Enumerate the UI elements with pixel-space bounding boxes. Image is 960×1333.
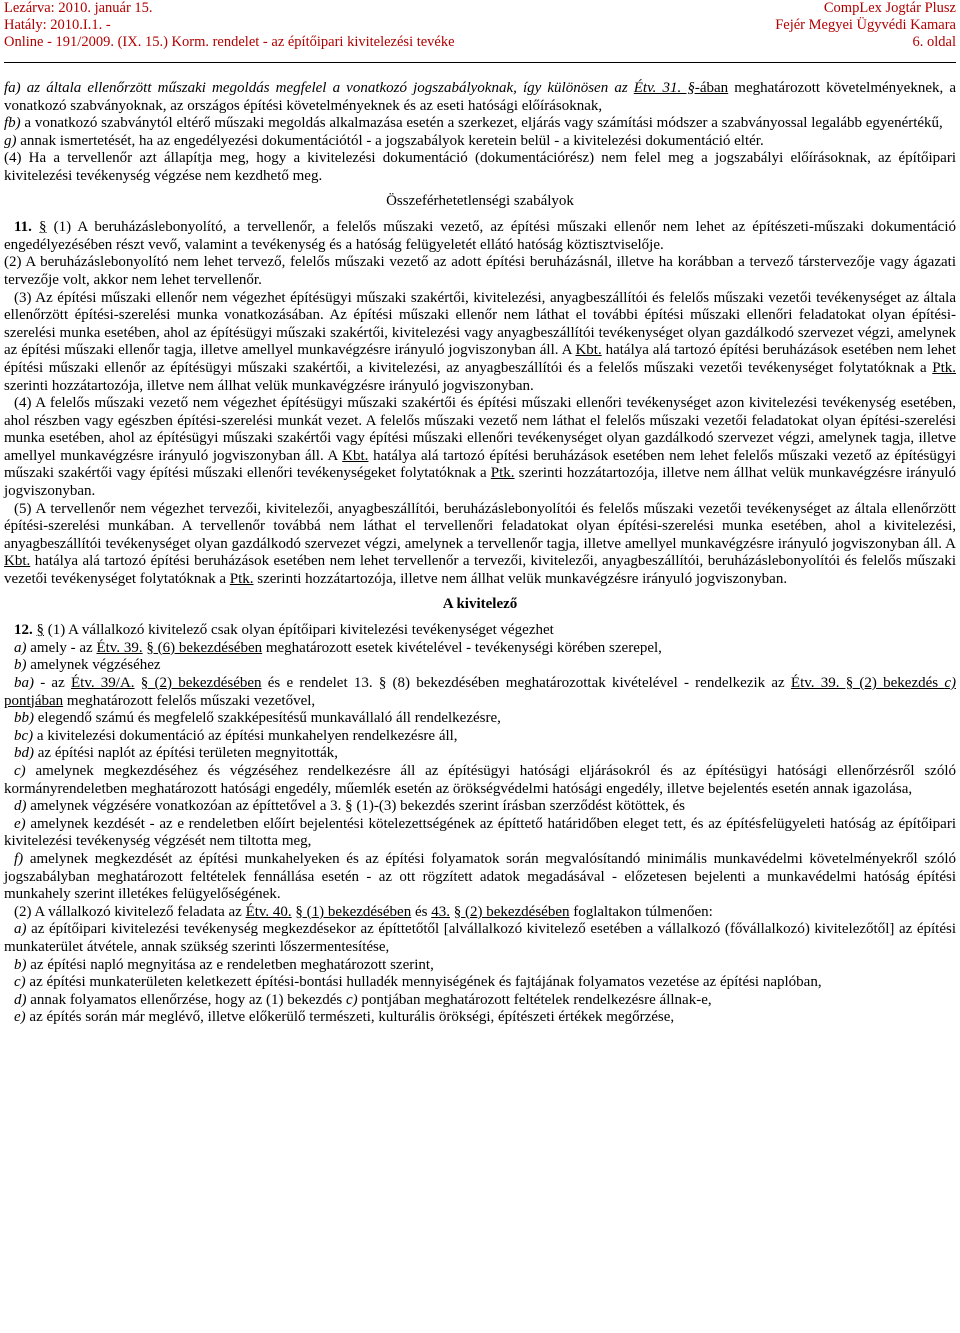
closing-date: Lezárva: 2010. január 15. [4, 0, 153, 16]
paragraph [4, 80, 956, 115]
paragraph [4, 150, 956, 185]
text-run: a vonatkozó szabványtól eltérő műszaki megoldás alkalmazása esetén a szerkezet, eljárás vagy számítási módszer a szabványossal legalább egyenértékű, [24, 115, 943, 132]
legal-reference-link[interactable]: c) [944, 675, 956, 691]
paragraph [4, 974, 956, 992]
text-run: c) [14, 974, 30, 991]
legal-reference-link[interactable]: Étv. 39. [96, 639, 143, 656]
paragraph [4, 657, 956, 675]
header-row-3 [4, 34, 956, 51]
text-run: ba) [14, 675, 41, 691]
legal-reference-link[interactable]: Étv. 39/A. [70, 675, 135, 691]
text-run: az építési munkaterületen keletkezett építési-bontási hulladék mennyiségének és fajtájának folyamatos vezetése az építési naplóban, [29, 974, 822, 991]
text-run: (5) A tervellenőr nem végezhet tervezői, kivitelezői, anyagbeszállítói, beruházáslebonyolítói és felelős műszaki vezetői tevékenységet az általa ellenőrzött építési-szerelési munkában. A tervellenőr továbbá nem láthat el tervellenőri feladatokat olyan építési-szerelési munka esetében, ahol a kivitelezési, anyagbeszállítói tevékenységet olyan gazdálkodó szervezet végzi, amelynek a tervellenőr tagja, illetve amellyel munkavégzésre irányuló jogviszonyban áll. A [4, 500, 956, 552]
header-row-1 [4, 0, 956, 17]
header-row-2 [4, 17, 956, 34]
text-run: a) [14, 921, 32, 938]
text-run: 11. [14, 219, 40, 236]
text-run: foglaltakon túlmenően: [569, 903, 713, 920]
text-run: hatálya alá tartozó építési beruházások esetében nem lehet építési műszaki ellenőr az építésügyi műszaki szakértői, a kivitelezési, az anyagbeszállítói és a felelős műszaki vezetői tevékenységet folytatóknak a [4, 342, 956, 376]
paragraph [4, 763, 956, 798]
legal-reference-link[interactable]: Kbt. [4, 553, 31, 570]
text-run: és e rendelet 13. § (8) bekezdésében meghatározottak kivételével - rendelkezik az [261, 675, 791, 691]
text-run: 12. [14, 622, 37, 639]
text-run: f) [14, 850, 30, 867]
text-run: e) [14, 1009, 30, 1026]
legal-reference-link[interactable]: Étv. 40. [245, 903, 292, 920]
text-run: meghatározott felelős műszaki vezetővel, [63, 692, 316, 709]
text-run: c) [345, 991, 358, 1008]
text-run: annak folyamatos ellenőrzése, hogy az (1) bekezdés [30, 991, 346, 1008]
document-body [4, 80, 956, 1027]
text-run: meghatározott esetek kivételével - tevékenységi körében szerepel, [262, 639, 662, 656]
text-run: bb) [14, 710, 38, 727]
text-run: d) [14, 798, 31, 815]
legal-reference-link[interactable]: Étv. 39. § (2) bekezdés [790, 675, 945, 691]
paragraph [4, 728, 956, 746]
document-title: Online - 191/2009. (IX. 15.) Korm. rendelet - az építőipari kivitelezési tevéke [4, 34, 455, 50]
text-run: (4) A felelős műszaki vezető nem végezhet építésügyi műszaki szakértői és építési műszaki ellenőri tevékenységet azon kivitelezési tevékenység esetében, ahol részben vagy egészben építési-szerelési munkát vezet. A felelős műszaki vezető nem láthat el felelős műszaki vezetői feladatokat olyan építési-szerelési munka esetében, ahol az építésügyi műszaki szakértői vagy építési műszaki ellenőri tevékenységet olyan gazdálkodó szervezet végzi, amelynek tagja, illetve amellyel munkavégzésre irányuló jogviszonyban áll. A [4, 395, 956, 464]
paragraph [4, 133, 956, 151]
text-run: pontjában meghatározott feltételek rendelkezésre állnak-e, [357, 991, 712, 1008]
paragraph [4, 904, 956, 922]
text-run: az általa ellenőrzött műszaki megoldás megfelel a vonatkozó jogszabályoknak, így különösen az [26, 80, 634, 96]
text-run: az építés során már meglévő, illetve előkerülő természeti, kulturális örökségi, építészeti értékek megőrzése, [29, 1009, 675, 1026]
paragraph [4, 992, 956, 1010]
text-run: bd) [14, 745, 38, 762]
text-run: b) [14, 956, 31, 973]
text-run: fb) [4, 115, 25, 132]
text-run: amelynek kezdését - az e rendeletben előírt bejelentési kötelezettségének az építtető határidőben eleget tett, és az építésfelügyeleti hatóság az építőipari kivitelezési tevékenység végzését nem tiltotta meg, [4, 815, 956, 850]
text-run: g) [4, 132, 21, 149]
paragraph [4, 921, 956, 956]
text-run: hatálya alá tartozó építési beruházások esetében nem lehet tervellenőr a tervezői, kivitelezői, anyagbeszállítói, beruházáslebonyolítói és felelős műszaki vezetői tevékenységet folytatóknak a [4, 553, 956, 588]
text-run: - az [40, 675, 71, 691]
text-run: az építési naplót az építési területen megnyitották, [37, 745, 339, 762]
page-number: 6. oldal [912, 34, 956, 50]
legal-reference-link[interactable]: Ptk. [229, 571, 254, 588]
text-run: amely - az [30, 639, 97, 656]
text-run: (2) A vállalkozó kivitelező feladata az [14, 903, 246, 920]
text-run: fa) [4, 80, 27, 96]
legal-reference-link[interactable]: § (6) bekezdésében [146, 639, 263, 656]
paragraph [4, 816, 956, 851]
legal-reference-link[interactable]: § (2) bekezdésében [453, 903, 570, 920]
text-run: amelynek megkezdését az építési munkahelyeken és az építési folyamatok során megvalósítandó minimális munkavédelmi követelményekről szóló jogszabályban meghatározott feltételek fennállása esetén - az ott rögzített adatok megadásával - előzetesen bejelenti a munkavédelmi hatóság építési munkahely szerint illetékes felügyelőségének. [4, 850, 956, 903]
text-run: d) [14, 991, 31, 1008]
legal-reference-link[interactable]: § (1) bekezdésében [295, 903, 412, 920]
legal-reference-link[interactable]: Étv. 31. § [633, 80, 695, 96]
paragraph [4, 622, 956, 640]
legal-reference-link[interactable]: Kbt. [342, 447, 369, 464]
legal-reference-link[interactable]: § [36, 622, 44, 639]
text-run: meghatározott követelményeknek, a vonatkozó szabványoknak, az országos építési követelményeknek és az eseti hatósági előírásoknak, [4, 80, 956, 114]
text-run: szerinti hozzátartozója, illetve nem állhat velük munkavégzésre irányuló jogviszonyban. [4, 377, 534, 394]
paragraph [4, 254, 956, 289]
paragraph [4, 710, 956, 728]
text-run: hatálya alá tartozó építési beruházások esetében nem lehet felelős műszaki vezető az építésügyi műszaki szakértői vagy építési műszaki ellenőri tevékenységeket folytatóknak a [4, 447, 956, 482]
text-run: a kivitelezési dokumentáció az építési munkahelyen rendelkezésre áll, [36, 727, 458, 744]
paragraph [4, 395, 956, 501]
text-run: a) [14, 639, 31, 656]
paragraph [4, 290, 956, 396]
text-run: az építési napló megnyitása az e rendeletben meghatározott szerint, [30, 956, 434, 973]
text-run: és [411, 903, 432, 920]
paragraph [4, 1009, 956, 1027]
paragraph [4, 501, 956, 589]
text-run: szerinti hozzátartozója, illetve nem állhat velük munkavégzésre irányuló jogviszonyban. [4, 465, 956, 500]
effective-date: Hatály: 2010.I.1. - [4, 17, 111, 33]
text-run: e) [14, 815, 31, 832]
paragraph [4, 640, 956, 658]
text-run: annak ismertetését, ha az engedélyezési dokumentációtól - a jogszabályok keretein belül - a kivitelezési dokumentáció eltér. [20, 132, 764, 149]
text-run: (2) A beruházáslebonyolító nem lehet tervező, felelős műszaki vezető az adott építési beruházásnál, illetve ha korábban a tervező társtervezője vagy ágazati tervezője volt, akkor nem lehet tervellenőr. [4, 254, 956, 288]
licensee-name: Fejér Megyei Ügyvédi Kamara [775, 17, 956, 33]
legal-reference-link[interactable]: Kbt. [575, 342, 602, 359]
paragraph [4, 115, 956, 133]
text-run: elegendő számú és megfelelő szakképesítésű munkavállaló áll rendelkezésre, [37, 710, 501, 727]
text-run: szerinti hozzátartozója, illetve nem állhat velük munkavégzésre irányuló jogviszonyban. [253, 571, 788, 588]
legal-reference-link[interactable]: 43. [431, 903, 450, 920]
text-run: amelynek végzéséhez [30, 657, 161, 674]
text-run: (4) Ha a tervellenőr azt állapítja meg, hogy a kivitelezési dokumentáció (dokumentációrész) nem felel meg a jogszabályi előírásoknak, az építőipari kivitelezési tevékenység végzése nem kezdhető meg. [4, 150, 956, 184]
legal-reference-link[interactable]: Ptk. [490, 465, 515, 482]
section-heading: Összeférhetetlenségi szabályok [386, 192, 574, 209]
paragraph [4, 745, 956, 763]
text-run: amelynek végzésére vonatkozóan az építtetővel a 3. § (1)-(3) bekezdés szerint írásban szerződést kötöttek, és [30, 798, 685, 815]
legal-reference-link[interactable]: § (2) bekezdésében [140, 675, 262, 691]
paragraph [4, 219, 956, 254]
section-heading: A kivitelező [442, 595, 518, 612]
legal-reference-link[interactable]: -ában [694, 80, 729, 96]
publisher-name: CompLex Jogtár Plusz [823, 0, 956, 16]
text-run: bc) [14, 727, 37, 744]
text-run: az építőipari kivitelezési tevékenység megkezdésekor az építtetőtől [alvállalkozó kivitelező esetében a vállalkozó (fővállalkozó) kivitelezőtől] az építési munkaterület átvétele, annak szükség szerinti lőszermentesítése, [4, 921, 956, 955]
paragraph [4, 957, 956, 975]
header-divider [4, 62, 956, 63]
paragraph [4, 851, 956, 904]
text-run: amelynek megkezdéséhez és végzéséhez rendelkezésre áll az építésügyi hatósági eljárásokról és az építésügyi hatósági ellenőrzésről szóló kormányrendeletben meghatározott hatósági engedély, műemlék esetén az örökségvédelmi hatósági engedély, illetve bejelentés esetén annak igazolása, [4, 762, 957, 797]
legal-reference-link[interactable]: pontjában [4, 692, 64, 709]
legal-reference-link[interactable]: Ptk. [932, 359, 956, 376]
text-run: (1) A vállalkozó kivitelező csak olyan építőipari kivitelezési tevékenységet végezhet [44, 622, 554, 639]
text-run: b) [14, 657, 31, 674]
paragraph [4, 798, 956, 816]
legal-reference-link[interactable]: § [39, 219, 47, 236]
document-header [4, 0, 956, 51]
text-run: (1) A beruházáslebonyolító, a tervellenőr, a felelős műszaki vezető, az építési műszaki ellenőr nem lehet az építészeti-műszaki dokumentáció engedélyezésében részt vevő, valamint a tevékenység és a hatóság felügyeletét ellátó hatóság köztisztviselője. [4, 219, 956, 253]
text-run: (3) Az építési műszaki ellenőr nem végezhet építésügyi műszaki szakértői, kivitelezési, anyagbeszállítói és felelős műszaki vezetői tevékenységet az általa ellenőrzött építési-szerelési munka vonatkozásában. Az építési műszaki ellenőr nem láthat el további építési műszaki ellenőri feladatokat olyan építési-szerelési munka esetében, ahol az építésügyi műszaki szakértői, kivitelezési vagy anyagbeszállítói tevékenységet olyan gazdálkodó szervezet végzi, amelynek az építési műszaki ellenőr tagja, illetve amellyel munkavégzésre irányuló jogviszonyban áll. A [4, 289, 956, 359]
text-run: c) [14, 762, 36, 779]
paragraph [4, 675, 956, 710]
